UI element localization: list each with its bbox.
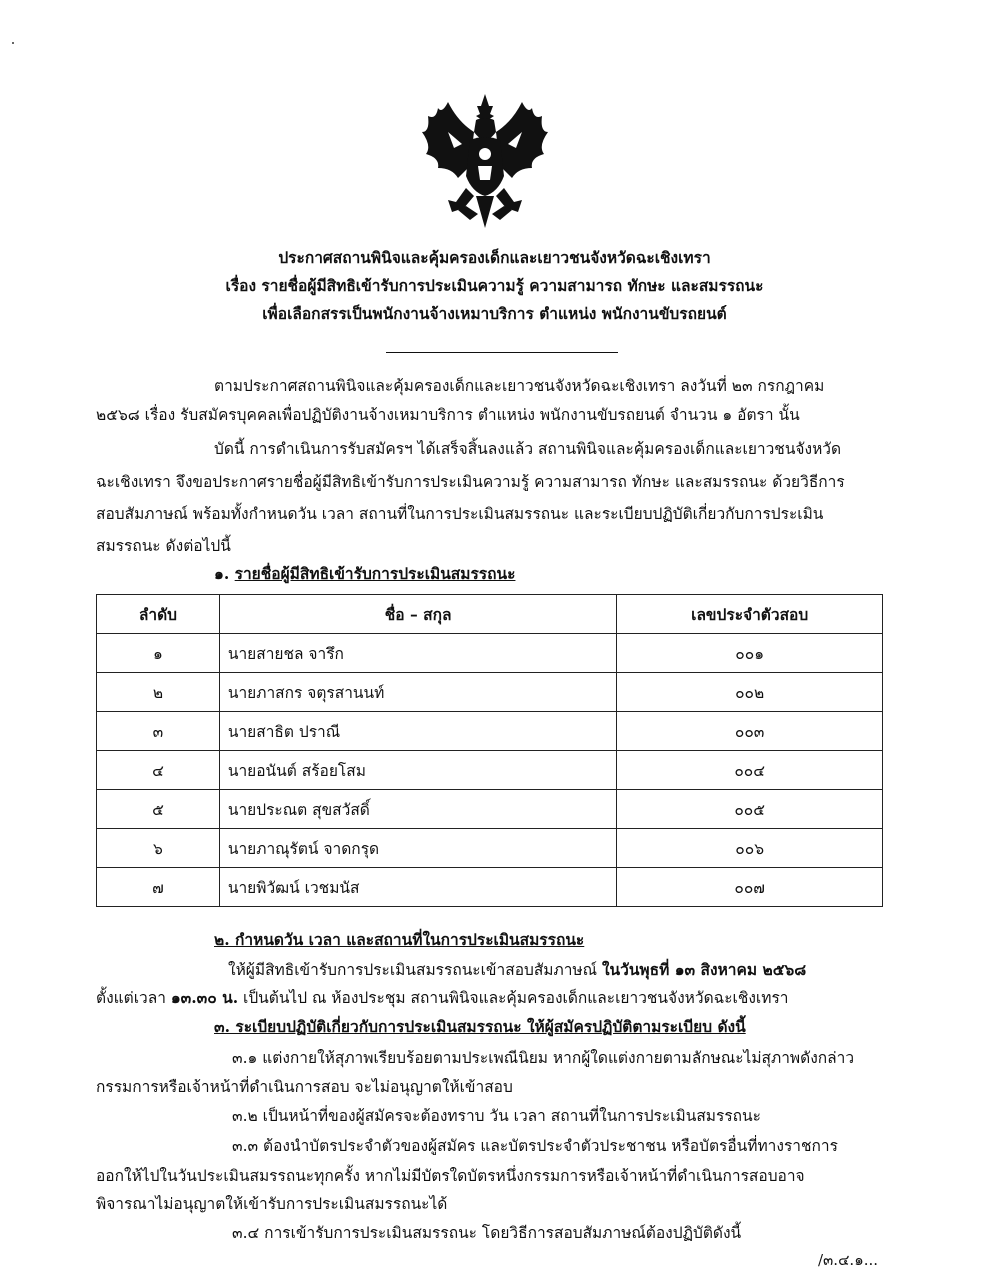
column-header-exam-id: เลขประจำตัวสอบ: [617, 595, 883, 634]
order-cell: ๗: [97, 868, 220, 907]
name-cell: นายประณต สุขสวัสดิ์: [219, 790, 616, 829]
intro-paragraph-2-line-4: สมรรถนะ ดังต่อไปนี้: [96, 537, 231, 555]
rule-3-1-line-1: ๓.๑ แต่งกายให้สุภาพเรียบร้อยตามประเพณีนิยม หากผู้ใดแต่งกายตามลักษณะไม่สุภาพดังกล่าว: [232, 1049, 855, 1067]
table-row: [97, 790, 883, 829]
exam-id-cell: ๐๐๗: [617, 868, 883, 907]
table-row: [97, 868, 883, 907]
exam-id-cell: ๐๐๑: [617, 634, 883, 673]
order-cell: ๑: [97, 634, 220, 673]
rule-3-4: ๓.๔ การเข้ารับการประเมินสมรรถนะ โดยวิธีการสอบสัมภาษณ์ต้องปฏิบัติดังนี้: [232, 1224, 742, 1242]
exam-date: ในวันพุธที่ ๑๓ สิงหาคม ๒๕๖๘: [601, 960, 807, 979]
announcement-subject-cont: เพื่อเลือกสรรเป็นพนักงานจ้างเหมาบริการ ตำแหน่ง พนักงานขับรถยนต์: [262, 304, 727, 323]
order-cell: ๕: [97, 790, 220, 829]
exam-time: ๑๓.๓๐ น.: [170, 988, 239, 1007]
section-2-line-1: [228, 957, 806, 983]
order-cell: ๒: [97, 673, 220, 712]
name-cell: นายภาณุรัตน์ จาดกรุด: [219, 829, 616, 868]
exam-id-cell: ๐๐๖: [617, 829, 883, 868]
section-2-line-1-text: ให้ผู้มีสิทธิเข้ารับการประเมินสมรรถนะเข้าสอบสัมภาษณ์: [228, 961, 602, 979]
table-row: [97, 712, 883, 751]
table-row: [97, 634, 883, 673]
section-2-line-2: [96, 985, 788, 1011]
rule-3-2: ๓.๒ เป็นหน้าที่ของผู้สมัครจะต้องทราบ วัน เวลา สถานที่ในการประเมินสมรรถนะ: [232, 1107, 761, 1125]
scan-speck: [12, 42, 14, 44]
exam-id-cell: ๐๐๒: [617, 673, 883, 712]
table-header-row: [97, 595, 883, 634]
section-2-title: ๒. กำหนดวัน เวลา และสถานที่ในการประเมินสมรรถนะ: [214, 930, 585, 949]
section-3-title: ๓. ระเบียบปฏิบัติเกี่ยวกับการประเมินสมรรถนะ ให้ผู้สมัครปฏิบัติตามระเบียบ ดังนี้: [214, 1017, 746, 1036]
announcement-subject: เรื่อง รายชื่อผู้มีสิทธิเข้ารับการประเมินความรู้ ความสามารถ ทักษะ และสมรรถนะ: [225, 276, 764, 295]
section-2-line-2-prefix: ตั้งแต่เวลา: [96, 989, 171, 1007]
table-row: [97, 751, 883, 790]
section-1-title: รายชื่อผู้มีสิทธิเข้ารับการประเมินสมรรถนะ: [234, 564, 516, 583]
title-divider: [386, 352, 618, 353]
name-cell: นายอนันต์ สร้อยโสม: [219, 751, 616, 790]
garuda-emblem-icon: [418, 92, 552, 232]
order-cell: ๔: [97, 751, 220, 790]
announcement-title: ประกาศสถานพินิจและคุ้มครองเด็กและเยาวชนจังหวัดฉะเชิงเทรา: [278, 248, 711, 267]
intro-paragraph-1-line-2: ๒๕๖๘ เรื่อง รับสมัครบุคคลเพื่อปฏิบัติงานจ้างเหมาบริการ ตำแหน่ง พนักงานขับรถยนต์ จำนวน ๑ อัตรา นั้น: [96, 406, 800, 424]
rule-3-3-line-1: ๓.๓ ต้องนำบัตรประจำตัวของผู้สมัคร และบัตรประจำตัวประชาชน หรือบัตรอื่นที่ทางราชการ: [232, 1137, 838, 1155]
column-header-name: ชื่อ – สกุล: [219, 595, 616, 634]
rule-3-3-line-3: พิจารณาไม่อนุญาตให้เข้ารับการประเมินสมรรถนะได้: [96, 1195, 448, 1213]
table-row: [97, 673, 883, 712]
column-header-order: ลำดับ: [97, 595, 220, 634]
exam-location: เป็นต้นไป ณ ห้องประชุม สถานพินิจและคุ้มครองเด็กและเยาวชนจังหวัดฉะเชิงเทรา: [238, 989, 789, 1007]
order-cell: ๓: [97, 712, 220, 751]
intro-paragraph-2-line-2: ฉะเชิงเทรา จึงขอประกาศรายชื่อผู้มีสิทธิเข้ารับการประเมินความรู้ ความสามารถ ทักษะ และสมรรถนะ ด้วยวิธีการ: [96, 473, 845, 491]
order-cell: ๖: [97, 829, 220, 868]
name-cell: นายสายชล จารึก: [219, 634, 616, 673]
candidate-table: [96, 594, 883, 907]
exam-id-cell: ๐๐๓: [617, 712, 883, 751]
exam-id-cell: ๐๐๔: [617, 751, 883, 790]
section-1-heading: [214, 561, 515, 587]
table-row: [97, 829, 883, 868]
name-cell: นายสาธิต ปราณี: [219, 712, 616, 751]
name-cell: นายพิวัฒน์ เวชมนัส: [219, 868, 616, 907]
rule-3-1-line-2: กรรมการหรือเจ้าหน้าที่ดำเนินการสอบ จะไม่อนุญาตให้เข้าสอบ: [96, 1078, 513, 1096]
intro-paragraph-1-line-1: ตามประกาศสถานพินิจและคุ้มครองเด็กและเยาวชนจังหวัดฉะเชิงเทรา ลงวันที่ ๒๓ กรกฎาคม: [214, 377, 825, 395]
section-1-number: ๑.: [214, 564, 230, 583]
rule-3-3-line-2: ออกให้ไปในวันประเมินสมรรถนะทุกครั้ง หากไม่มีบัตรใดบัตรหนึ่งกรรมการหรือเจ้าหน้าที่ดำเนินการสอบอาจ: [96, 1167, 805, 1185]
intro-paragraph-2-line-3: สอบสัมภาษณ์ พร้อมทั้งกำหนดวัน เวลา สถานที่ในการประเมินสมรรถนะ และระเบียบปฏิบัติเกี่ยวกับการประเมิน: [96, 505, 824, 523]
name-cell: นายภาสกร จตุรสานนท์: [219, 673, 616, 712]
page-continuation-marker: /๓.๔.๑...: [818, 1251, 879, 1269]
intro-paragraph-2-line-1: บัดนี้ การดำเนินการรับสมัครฯ ได้เสร็จสิ้นลงแล้ว สถานพินิจและคุ้มครองเด็กและเยาวชนจังหวัด: [214, 440, 842, 458]
exam-id-cell: ๐๐๕: [617, 790, 883, 829]
